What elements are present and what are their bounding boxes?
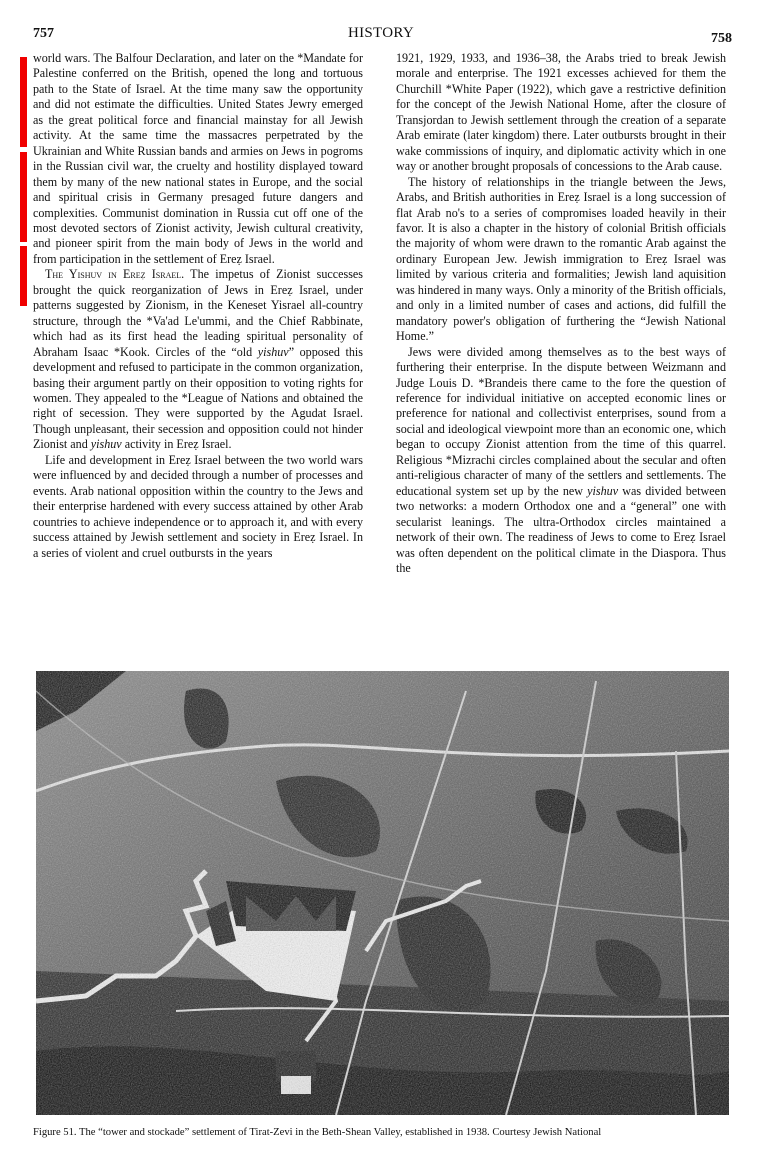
photo-illustration	[36, 671, 729, 1115]
italic-term: yishuv	[90, 437, 122, 452]
paragraph: world wars. The Balfour Declaration, and later on the *Mandate for Palestine conferred on the British, opened the long and tortuous path to the State of Israel. At the time many saw the opportunity and did not estimate the difficulties. United States Jewry emerged as the great political force and financial mainstay for all Jewish activity. At the same time the massacres perpetrated by the Ukrainian and White Russian bands and armies on Jews in pogroms in the Russian civil war, the cruelty and hostility displayed toward them by many of the new national states in Europe, and the social and spiritual crisis in Germany presaged future dangers and complexities. Communist domination in Russia cut off one of the most devoted sectors of Zionist activity, Jewish cultural creativity, and pioneer spirit from the main body of Jews in the world and from participation in the settlement of Ereẓ Israel.	[33, 51, 363, 266]
photo-grain	[36, 671, 729, 1115]
left-column	[33, 51, 363, 561]
page-number-right: 758	[711, 31, 732, 46]
paragraph	[396, 345, 726, 577]
change-bar	[20, 152, 27, 242]
italic-term: yishuv	[587, 483, 619, 498]
text-run: was divided between two networks: a modern Orthodox one and a “general” one with secularist leanings. The ultra-Orthodox circles maintained a network of their own. The readiness of Jews to come to Ereẓ Israel was often dependent on the political climate in the Diaspora. Thus the	[396, 483, 727, 575]
figure-caption: Figure 51. The “tower and stockade” settlement of Tirat-Zevi in the Beth-Shean Valley, established in 1938. Courtesy Jewish National	[33, 1127, 602, 1138]
paragraph: The history of relationships in the triangle between the Jews, Arabs, and British authorities in Ereẓ Israel is a long succession of flat Arab no's to a series of compromises loaded heavily in their favor. It is also a chapter in the history of colonial British officials the majority of whom were drawn to the romantic Arab against the ordinary European Jew. Jewish immigration to Ereẓ Israel was limited by various criteria and formalities; Jewish land aquisition was hindered in many ways. Only a minority of the British officials, and only in a limited number of cases and actions, did fulfill the mandatory power's obligation of furthering the “Jewish National Home.”	[396, 174, 726, 344]
page-number-left: 757	[33, 26, 54, 41]
italic-term: yishuv	[257, 344, 289, 359]
aerial-photograph	[36, 671, 729, 1115]
paragraph: Life and development in Ereẓ Israel between the two world wars were influenced by and decided through a number of processes and events. Arab national opposition within the country to the Jews and their enterprise hardened with every success attained by other Arab countries to achieve independence or to approach it, and with every success attained by Jewish settlement and society in Ereẓ Israel. In a series of violent and cruel outbursts in the years	[33, 452, 363, 560]
text-run: ” opposed this development and refused to participate in the common organization, basing their argument partly on their opposition to voting rights for women. They appealed to the *League of Nations and obtained the right of secession. They were supported by the Agudat Israel. Though unpleasant, their secession and opposition could not hinder Zionist and	[33, 344, 363, 452]
running-head: HISTORY	[347, 25, 414, 41]
paragraph	[33, 267, 363, 452]
text-run: The impetus of Zionist successes brought the quick reorganization of Jews in Ereẓ Israel, under patterns suggested by Zionism, in the Keneset Yisrael all-country structure, through the *Va'ad Le'ummi, and the Chief Rabbinate, which had as its first head the leading spiritual personality of Abraham Isaac *Kook. Circles of the “old	[33, 267, 363, 359]
text-run: Jews were divided among themselves as to the best ways of furthering their enterprise. In the dispute between Weizmann and Judge Louis D. *Brandeis there came to the fore the question of reference for individual initiative on accepted economic lines or preference for national and collectivist enterprises, sound from a social and ideological viewpoint more than an economic one, which began to occupy Zionist attention from the time of this quarrel. Religious *Mizrachi circles complained about the secular and often anti-religious character of many of the settlers and settlements. The educational system set up by the new	[396, 344, 726, 498]
paragraph: 1921, 1929, 1933, and 1936–38, the Arabs tried to break Jewish morale and enterprise. The 1921 excesses achieved for them the Churchill *White Paper (1922), which gave a restrictive definition for the concept of the Jewish National Home, after the closure of Transjordan to Jewish settlement through the creation of a separate Arab emirate (later kingdom) there. Later outbursts brought in their wake commissions of inquiry, and diplomatic activity which in one way or another brought proposals of concessions to the Arab cause.	[396, 51, 726, 174]
right-column	[396, 51, 726, 576]
change-bar	[20, 246, 27, 306]
section-heading: The Yishuv in Ereẓ Israel.	[45, 267, 185, 282]
text-run: activity in Ereẓ Israel.	[121, 437, 232, 452]
change-bar	[20, 57, 27, 147]
